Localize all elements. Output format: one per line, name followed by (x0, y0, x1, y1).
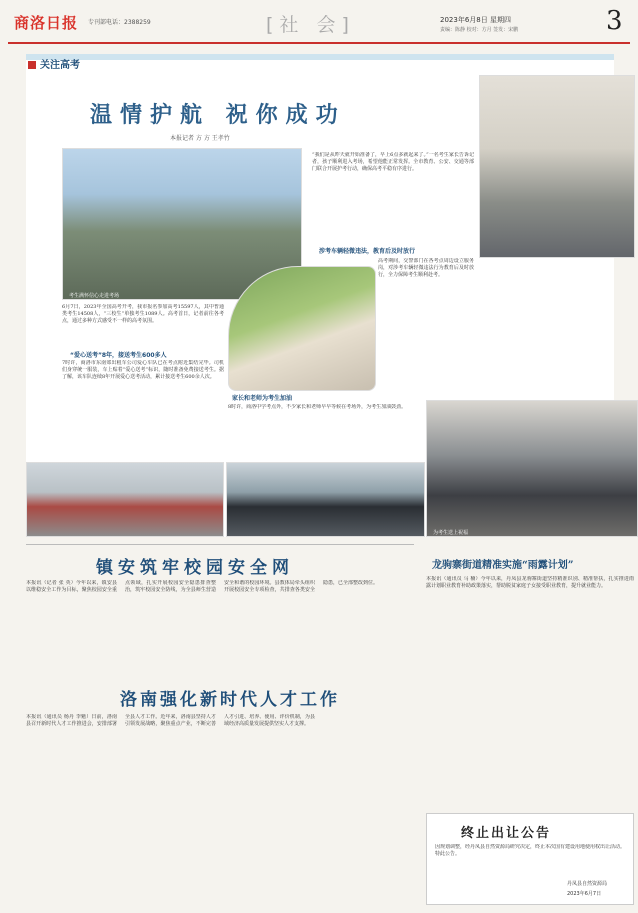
notice-issuer: 丹凤县自然资源局 (567, 881, 608, 887)
feature-body-1: 7时许，商洛市东南郊出租车公司爱心车队已在考点附近集结完毕。司机们身穿统一服装，车上贴着“爱心送考”标识，随时准备免费接送考生。据了解，该车队连续8年开展爱心送考活动，累计接送考生600余人次。 (62, 360, 224, 380)
notice-body: 因规划调整，经丹凤县自然资源局研究决定，终止本次国有建设用地使用权出让活动。特此公告。 (435, 844, 625, 857)
page-number: 3 (606, 6, 623, 36)
car-escort-photo (226, 462, 425, 537)
section-title: [社 会] (266, 14, 355, 36)
feature-byline: 本报记者 方 方 王孝竹 (170, 135, 230, 142)
feature-subhead-2: 家长和老师为考生加油 (232, 395, 293, 402)
notice-box (426, 813, 634, 905)
flower-greeting-photo (228, 266, 376, 391)
hotline-text: 专刊部电话：2388259 (88, 19, 151, 26)
feature-tag: 关注高考 (28, 56, 80, 71)
feature-right-column: “我们是从昨天就开始准备了，早上6点多就起来了。”一名考生家长告诉记者，孩子顺利进入考场，希望他能正常发挥。全市教育、公安、交通等部门联合开展护考行动，确保高考平稳有序进行。 (312, 152, 474, 172)
feature-body-3: 高考期间，交警部门在各考点周边设立服务岗，对涉考车辆轻微违法行为教育后及时放行，全力保障考生顺利赴考。 (378, 258, 474, 278)
police-escort-photo (479, 75, 635, 258)
campus-body: 本报讯（记者 张 英）今年以来，镇安县以维稳安全工作为目标，聚焦校园安全重点领域，扎实开展校园安全隐患排查整治，筑牢校园安全防线，为全县师生营造安全和谐的校园环境。县教体局牵头组织开展校园安全专项检查，共排查各类安全隐患，已全部整改到位。 (26, 580, 379, 593)
feature-body-2: 8时许，商洛中学考点外，不少家长和老师早早等候在考场外，为考生加油鼓劲。 (228, 404, 407, 410)
campus-headline: 镇安筑牢校园安全网 (96, 558, 294, 578)
section-divider (26, 544, 414, 545)
newspaper-logo: 商洛日报 (14, 14, 79, 32)
feature-headline: 温情护航 祝你成功 (90, 102, 346, 128)
dewdrop-body: 本报讯（通讯员 马 楠）今年以来，丹凤县龙驹寨街道坚持精准识别、精准帮扶，扎实推进雨露计划职业教育补助政策落实，帮助脱贫家庭子女接受职业教育，提升就业能力。 (426, 576, 634, 589)
editor-meta: 责编：陈静 校对：方月 签发：宋鹏 (440, 27, 519, 33)
notice-headline: 终止出让公告 (461, 826, 552, 841)
talent-body: 本报讯（通讯员 杨丹 李魁）日前，洛南县召开新时代人才工作推进会，安排部署全县人才工作。近年来，洛南县坚持人才引领发展战略，聚焦重点产业，不断完善人才引进、培养、使用、评价机制，为县域经济高质量发展提供坚实人才支撑。 (26, 714, 315, 727)
dewdrop-headline: 龙驹寨街道精准实施“雨露计划” (432, 560, 574, 571)
feature-subhead-1: “爱心送考”8年，接送考生600多人 (70, 352, 167, 359)
volunteer-flag-photo (26, 462, 224, 537)
notice-date: 2023年6月7日 (567, 891, 602, 897)
photo-caption: 为考生送上祝福 (433, 530, 469, 536)
photo-caption: 考生满怀信心走进考场 (69, 293, 120, 299)
masthead (8, 6, 630, 40)
masthead-divider (8, 42, 630, 44)
talent-headline: 洛南强化新时代人才工作 (120, 690, 340, 710)
issue-date: 2023年6月8日 星期四 (440, 16, 511, 24)
feature-intro: 6月7日，2023年全国高考开考，我市报名参加高考15597人，其中普通类考生14508人，“三校生”单独考生1089人。高考首日，记者前往各考点，通过多种方式感受不一样的高考氛围。 (62, 304, 224, 324)
feature-subhead-3: 涉考车辆轻微违法，教育后及时放行 (319, 248, 416, 255)
